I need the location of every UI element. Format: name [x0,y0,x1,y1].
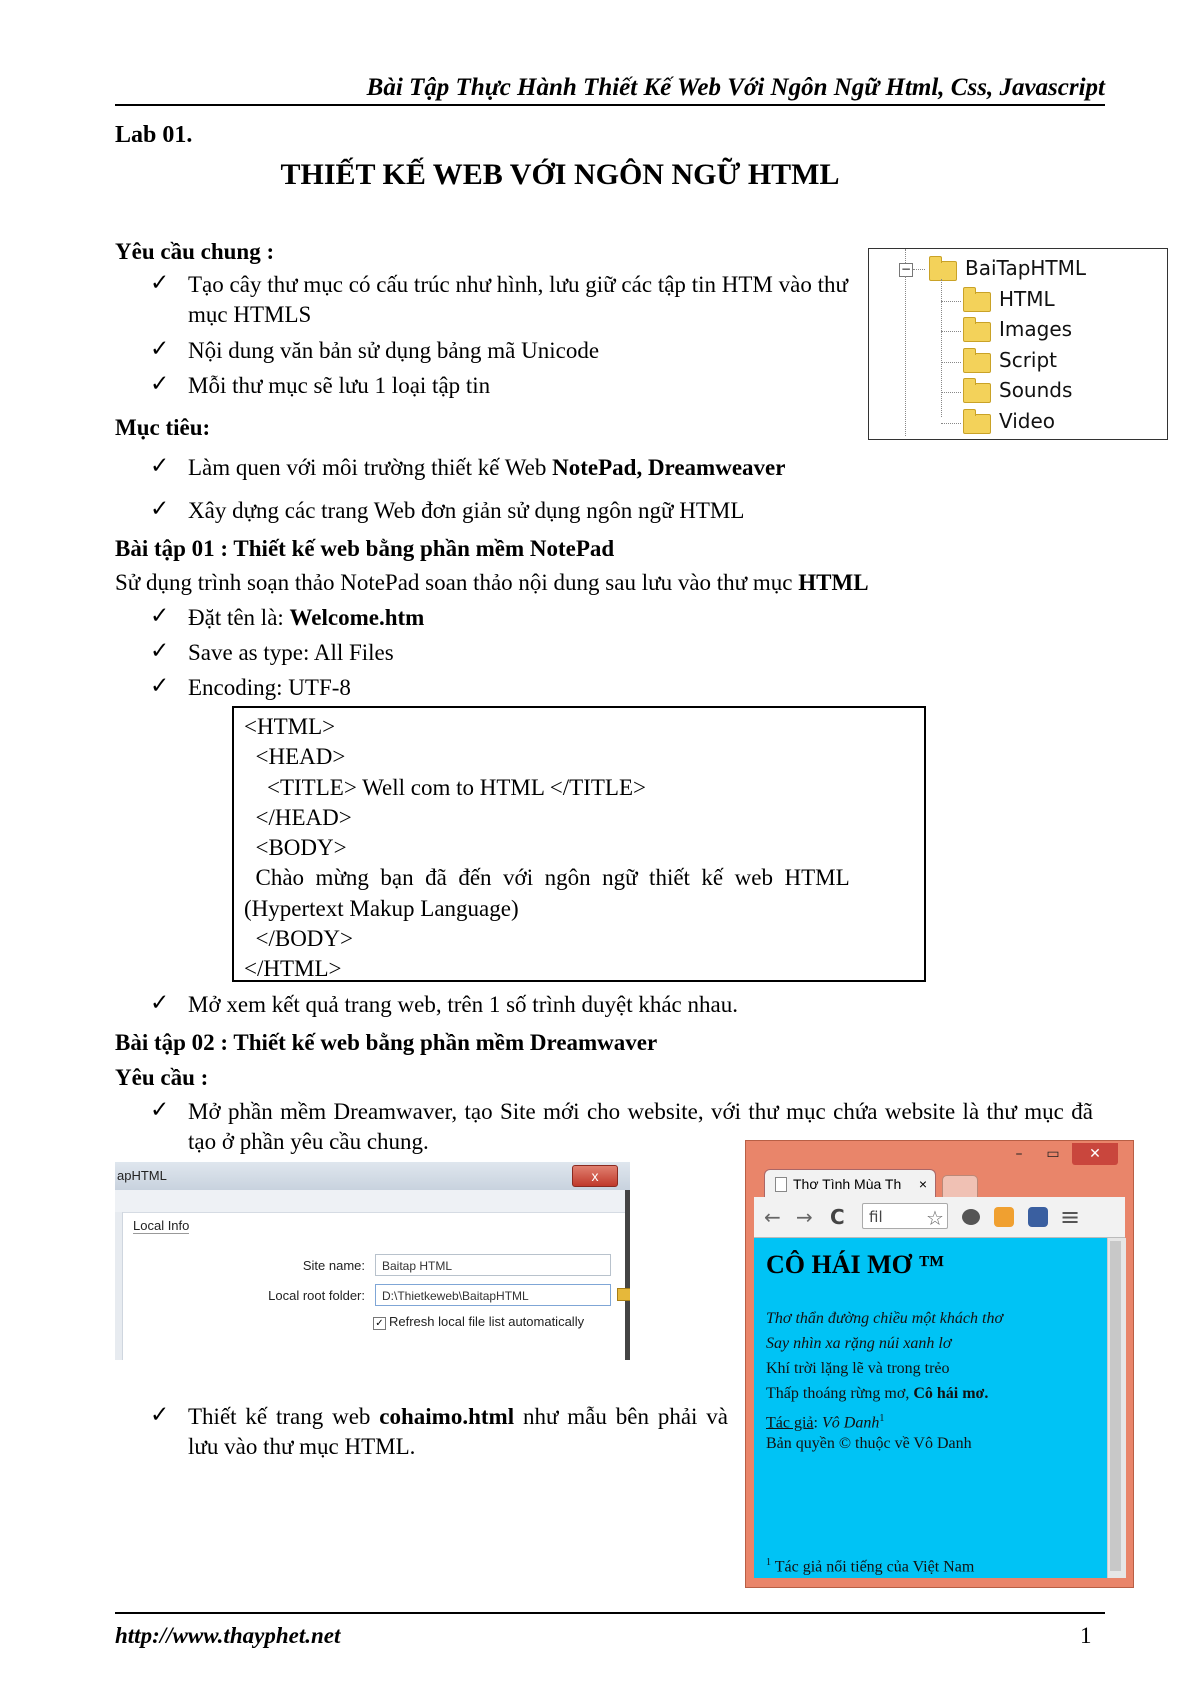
page-icon [775,1177,787,1192]
collapse-icon: − [900,262,912,276]
tree-item: Sounds [999,378,1073,402]
new-tab-button[interactable] [942,1175,978,1198]
folder-icon [929,261,957,281]
tree-item: Images [999,317,1073,341]
extension-icon[interactable] [962,1209,980,1225]
dialog-titlebar [115,1162,630,1190]
refresh-label: Refresh local file list automatically [389,1314,585,1329]
local-root-folder-input[interactable]: D:\Thietkeweb\BaitapHTML [375,1284,611,1306]
list-item: Mở xem kết quả trang web, trên 1 số trình duyệt khác nhau. [188,992,738,1017]
code-line: </HEAD> [244,804,352,830]
folder-tree-figure [868,248,1168,440]
dreamweaver-site-dialog [115,1162,630,1360]
folder-icon [963,292,991,312]
browser-tab[interactable] [764,1169,936,1198]
author-line: Tác giả: Vô Danh$^1$ [766,1413,885,1432]
folder-icon [963,353,991,373]
maximize-button[interactable]: ▭ [1046,1146,1060,1162]
star-icon[interactable]: ☆ [926,1206,944,1230]
local-info-heading: Local Info [133,1218,190,1233]
list-item: Thiết kế trang web cohaimo.html như mẫu bên phải và lưu vào thư mục HTML. [188,1404,728,1459]
exercise-1-intro: Sử dụng trình soạn thảo NotePad soan thảo nội dung sau lưu vào thư mục HTML [115,570,869,595]
list-item: Tạo cây thư mục có cấu trúc như hình, lưu giữ các tập tin HTM vào thư mục HTMLS [188,272,848,327]
code-line: Chào mừng bạn đã đến với ngôn ngữ thiết kế web HTML [244,865,850,891]
check-icon: ✓ [150,603,170,628]
tab-close-icon[interactable]: × [918,1176,927,1192]
exercise-2-requirement: Yêu cầu : [115,1065,209,1090]
folder-icon[interactable] [617,1288,630,1301]
check-icon: ✓ [150,371,170,396]
page-title: THIẾT KẾ WEB VỚI NGÔN NGỮ HTML [280,158,840,191]
check-icon: ✓ [150,453,170,478]
list-item: Xây dựng các trang Web đơn giản sử dụng ngôn ngữ HTML [188,498,745,523]
check-icon: ✓ [150,673,170,698]
folder-icon [963,322,991,342]
code-line: (Hypertext Makup Language) [244,895,519,921]
scrollbar-thumb[interactable] [1110,1241,1121,1571]
section-requirements-heading: Yêu cầu chung : [115,239,275,264]
browser-toolbar [754,1197,1125,1238]
footnote: $^1$ Tác giả nổi tiếng của Việt Nam [766,1557,975,1576]
list-item: Mỗi thư mục sẽ lưu 1 loại tập tin [188,373,491,398]
footer-url[interactable]: http://www.thayphet.net [115,1623,341,1648]
copyright-line: Bản quyền © thuộc về Vô Danh [766,1435,972,1452]
back-icon[interactable]: ← [764,1205,781,1229]
poem-line: Khí trời lặng lẽ và trong trẻo [766,1360,950,1377]
exercise-1-heading: Bài tập 01 : Thiết kế web bằng phần mềm NotePad [115,536,615,561]
check-icon: ✓ [150,638,170,663]
refresh-checkbox[interactable]: ✓ [373,1317,386,1330]
check-icon: ✓ [150,1097,170,1122]
lab-label: Lab 01. [115,122,193,148]
code-line: </BODY> [244,926,354,952]
poem-line: Thơ thẩn đường chiều một khách thơ [766,1310,1003,1327]
section-goals-heading: Mục tiêu: [115,415,211,440]
list-item: Làm quen với môi trường thiết kế Web NotePad, Dreamweaver [188,455,786,480]
page-number: 1 [1080,1623,1092,1648]
browser-window [745,1140,1134,1588]
exercise-2-heading: Bài tập 02 : Thiết kế web bằng phần mềm Dreamwaver [115,1030,658,1055]
local-root-folder-label: Local root folder: [268,1288,365,1303]
footer-divider [115,1612,1105,1614]
code-line: </HTML> [244,956,342,982]
list-item: Nội dung văn bản sử dụng bảng mã Unicode [188,338,600,363]
menu-icon[interactable]: ≡ [1060,1203,1081,1231]
code-box [232,706,926,982]
check-icon: ✓ [150,1402,170,1427]
forward-icon[interactable]: → [796,1205,813,1229]
code-line: <HEAD> [244,744,346,770]
list-item: Đặt tên là: Welcome.htm [188,605,425,630]
reload-icon[interactable]: C [830,1205,845,1229]
close-button[interactable]: ✕ [1072,1143,1118,1165]
poem-heading: CÔ HÁI MƠ ™ [766,1250,945,1279]
code-line: <TITLE> Well com to HTML </TITLE> [244,774,646,800]
poem-line: Thấp thoáng rừng mơ, Cô hái mơ. [766,1385,989,1402]
site-name-label: Site name: [302,1258,365,1273]
list-item: Encoding: UTF-8 [188,675,351,700]
check-icon: ✓ [150,496,170,521]
address-bar[interactable]: fil [862,1203,948,1229]
check-icon: ✓ [150,990,170,1015]
header-divider [115,104,1105,106]
author-link[interactable]: Tác giả [766,1414,814,1432]
poem-line: Say nhìn xa rặng núi xanh lơ [766,1335,952,1352]
list-item: Mở phần mềm Dreamwaver, tạo Site mới cho website, với thư mục chứa website là thư mục đã tạo ở phần yêu cầu chung. [188,1099,1093,1154]
site-name-input[interactable]: Baitap HTML [375,1254,611,1276]
code-line: <HTML> [244,714,336,739]
close-button[interactable]: x [572,1165,618,1187]
check-icon: ✓ [150,336,170,361]
browser-content [754,1238,1107,1578]
tab-title: Thơ Tình Mùa Th [793,1176,902,1192]
dialog-title: apHTML [117,1168,167,1183]
folder-icon [963,383,991,403]
check-icon: ✓ [150,270,170,295]
page-header: Bài Tập Thực Hành Thiết Kế Web Với Ngôn Ngữ Html, Css, Javascript [366,74,1105,101]
minimize-button[interactable]: – [1015,1146,1023,1162]
folder-icon [963,414,991,434]
tree-item: HTML [999,287,1055,311]
tree-item: Video [999,409,1056,433]
tree-item: Script [999,348,1058,372]
tree-root-label: BaiTapHTML [965,256,1087,280]
pocket-icon[interactable] [1028,1207,1048,1227]
list-item: Save as type: All Files [188,640,394,665]
extension-icon[interactable] [994,1207,1014,1227]
code-line: <BODY> [244,835,347,861]
